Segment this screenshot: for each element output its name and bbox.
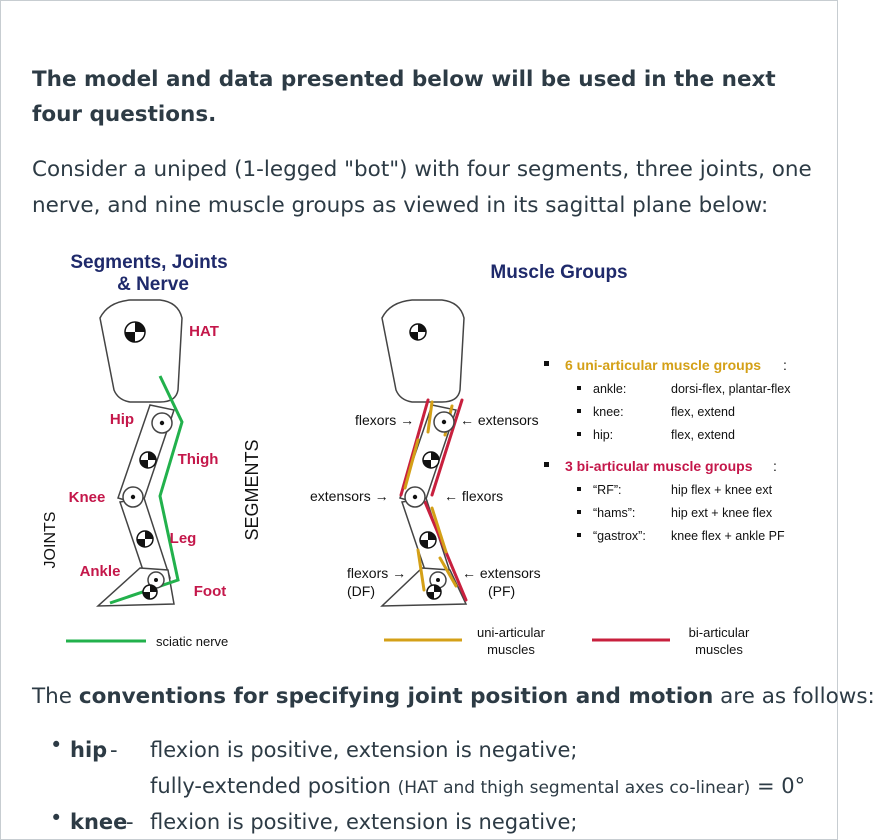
uni-row-knee-name: knee: <box>593 405 624 419</box>
model-figure <box>0 240 840 670</box>
bullet-hip: • <box>50 733 63 757</box>
label-ankle-extensors-sub: (PF) <box>488 583 516 599</box>
hip-term: hip <box>70 738 108 762</box>
bi-row-hams-value: hip ext + knee flex <box>671 506 773 520</box>
conventions-tail: are as follows: <box>713 684 875 709</box>
label-knee-extensors: extensors → <box>310 488 389 504</box>
knee-dash: - <box>126 810 134 834</box>
intro-heading: The model and data presented below will be used in the next four questions. <box>32 67 776 127</box>
uni-articular-list <box>544 357 791 442</box>
left-title-line1: Segments, Joints <box>70 252 228 273</box>
segments-label: SEGMENTS <box>242 439 262 541</box>
label-ankle-extensors: ← extensors <box>462 565 541 581</box>
hat-segment <box>100 300 182 402</box>
nerve-legend-label: sciatic nerve <box>156 634 229 649</box>
uni-heading: 6 uni-articular muscle groups <box>565 357 762 373</box>
uni-row-ankle-value: dorsi-flex, plantar-flex <box>671 382 791 396</box>
knee-line1: flexion is positive, extension is negative; <box>150 810 578 834</box>
hip-line2-a: fully-extended position <box>150 774 398 798</box>
knee-term: knee <box>70 810 128 834</box>
segment-label-hat: HAT <box>189 323 219 340</box>
segment-label-foot: Foot <box>193 583 227 600</box>
bi-row-hams-name: “hams”: <box>593 506 636 520</box>
bi-row-rf-name: “RF”: <box>593 483 622 497</box>
bi-row-gastrox-value: knee flex + ankle PF <box>671 529 785 543</box>
label-knee-flexors: ← flexors <box>444 488 504 504</box>
left-title-line2: & Nerve <box>117 274 189 295</box>
hip-dash: - <box>110 738 118 762</box>
joint-label-ankle: Ankle <box>79 563 121 580</box>
label-hip-extensors: ← extensors <box>460 412 539 428</box>
bi-heading: 3 bi-articular muscle groups <box>565 458 753 474</box>
joint-label-hip: Hip <box>109 411 135 428</box>
uni-row-hip-name: hip: <box>593 428 614 442</box>
conventions-intro <box>32 680 875 714</box>
bi-row-rf-value: hip flex + knee ext <box>671 483 773 497</box>
uni-row-hip-value: flex, extend <box>671 428 735 442</box>
label-ankle-flexors-sub: (DF) <box>347 583 375 599</box>
joint-label-knee: Knee <box>68 489 106 506</box>
uni-legend-line1: uni-articular <box>477 625 545 640</box>
hip-line2 <box>150 771 805 803</box>
joints-label: JOINTS <box>42 511 59 569</box>
left-leg-diagram <box>98 300 182 606</box>
conventions-lead: The <box>32 684 79 709</box>
segment-label-leg: Leg <box>169 530 197 547</box>
right-leg-diagram <box>382 300 466 606</box>
description-paragraph: Consider a uniped (1-legged "bot") with four segments, three joints, one nerve, and nine muscle groups as viewed in its sagittal plane below: <box>32 157 812 218</box>
svg-text::: : <box>783 357 787 373</box>
bi-legend-line2: muscles <box>695 642 743 657</box>
uni-row-knee-value: flex, extend <box>671 405 735 419</box>
bi-row-gastrox-name: “gastrox”: <box>593 529 646 543</box>
uni-row-ankle-name: ankle: <box>593 382 627 396</box>
hip-line2-b: = 0° <box>750 774 806 798</box>
right-title: Muscle Groups <box>490 262 628 283</box>
bullet-knee: • <box>50 806 63 830</box>
bi-articular-list <box>544 458 785 543</box>
conventions-bold: conventions for specifying joint position and motion <box>78 684 714 709</box>
label-hip-flexors: flexors → <box>355 412 415 428</box>
bi-legend-line1: bi-articular <box>688 625 750 640</box>
hip-line1: flexion is positive, extension is negative; <box>150 738 578 762</box>
hip-line2-small: (HAT and thigh segmental axes co-linear) <box>397 778 751 798</box>
svg-text::: : <box>773 458 777 474</box>
hat-segment-right <box>382 300 464 402</box>
label-ankle-flexors: flexors → <box>347 565 407 581</box>
segment-label-thigh: Thigh <box>177 451 219 468</box>
uni-legend-line2: muscles <box>487 642 535 657</box>
